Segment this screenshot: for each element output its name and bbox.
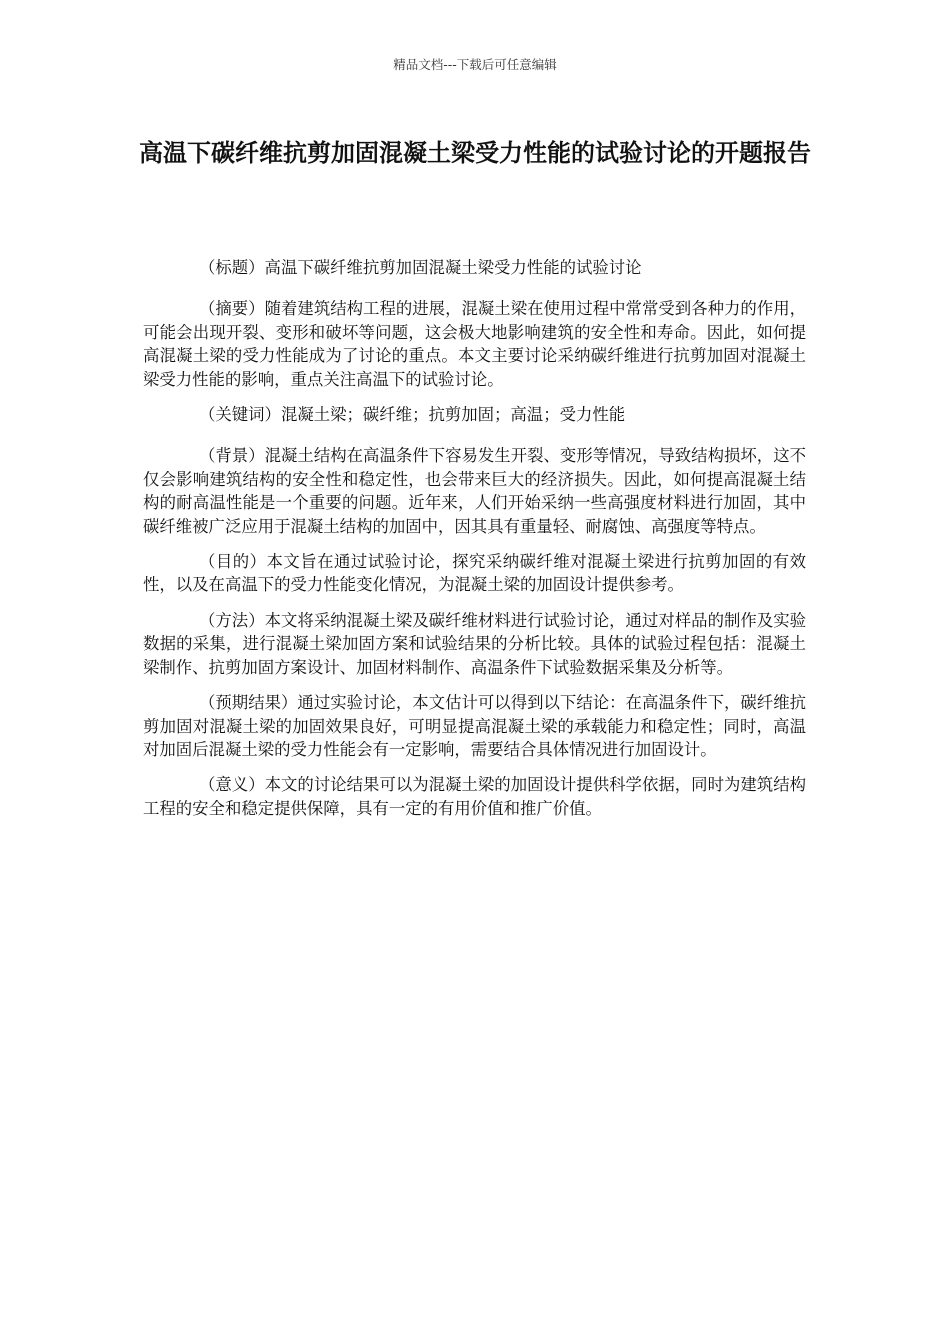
document-title: 高温下碳纤维抗剪加固混凝土梁受力性能的试验讨论的开题报告 [139,139,811,167]
paragraph-expected-results: （预期结果）通过实验讨论，本文估计可以得到以下结论：在高温条件下，碳纤维抗剪加固对混凝土梁的加固效果良好，可明显提高混凝土梁的承载能力和稳定性；同时，高温对加固后混凝土梁的受力性能会有一定影响，需要结合具体情况进行加固设计。 [143,693,806,759]
paragraph-purpose: （目的）本文旨在通过试验讨论，探究采纳碳纤维对混凝土梁进行抗剪加固的有效性，以及在高温下的受力性能变化情况，为混凝土梁的加固设计提供参考。 [143,552,806,595]
paragraph-keywords: （关键词）混凝土梁；碳纤维；抗剪加固；高温；受力性能 [199,405,626,425]
paragraph-title: （标题）高温下碳纤维抗剪加固混凝土梁受力性能的试验讨论 [199,258,642,277]
document-body [143,256,806,832]
paragraph-significance: （意义）本文的讨论结果可以为混凝土梁的加固设计提供科学依据，同时为建筑结构工程的安全和稳定提供保障，具有一定的有用价值和推广价值。 [143,775,806,818]
paragraph-abstract: （摘要）随着建筑结构工程的进展，混凝土梁在使用过程中常常受到各种力的作用，可能会出现开裂、变形和破坏等问题，这会极大地影响建筑的安全性和寿命。因此，如何提高混凝土梁的受力性能成为了讨论的重点。本文主要讨论采纳碳纤维进行抗剪加固对混凝土梁受力性能的影响，重点关注高温下的试验讨论。 [143,299,806,389]
paragraph-background: （背景）混凝土结构在高温条件下容易发生开裂、变形等情况，导致结构损坏，这不仅会影响建筑结构的安全性和稳定性，也会带来巨大的经济损失。因此，如何提高混凝土结构的耐高温性能是一个重要的问题。近年来，人们开始采纳一些高强度材料进行加固，其中碳纤维被广泛应用于混凝土结构的加固中，因其具有重量轻、耐腐蚀、高强度等特点。 [143,446,806,536]
header-note: 精品文档---下载后可任意编辑 [393,57,557,72]
paragraph-method: （方法）本文将采纳混凝土梁及碳纤维材料进行试验讨论，通过对样品的制作及实验数据的采集，进行混凝土梁加固方案和试验结果的分析比较。具体的试验过程包括：混凝土梁制作、抗剪加固方案设计、加固材料制作、高温条件下试验数据采集及分析等。 [143,610,806,677]
